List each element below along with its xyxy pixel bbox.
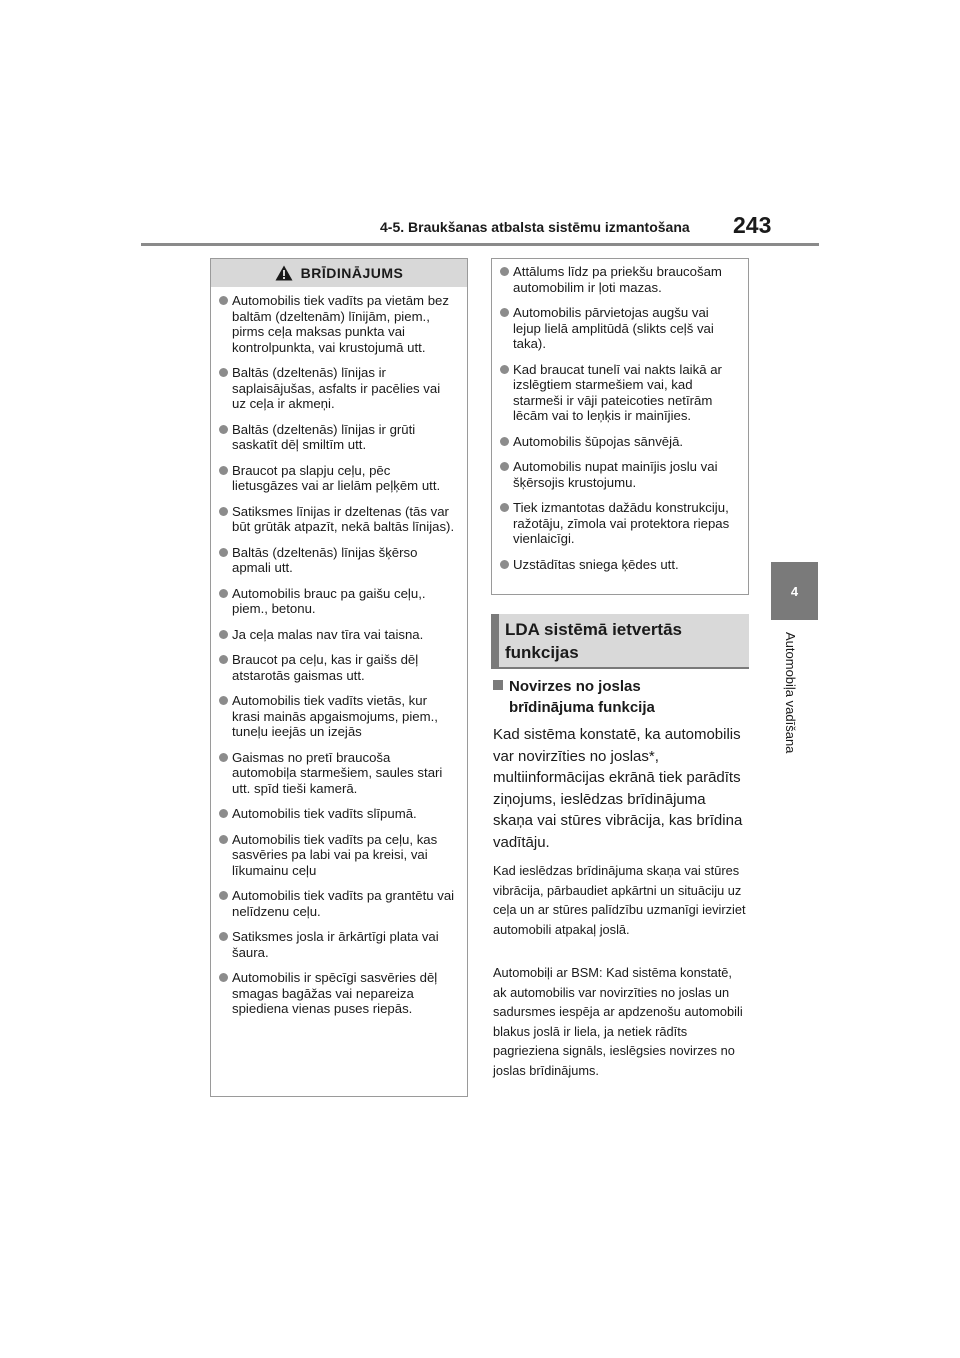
bullet-icon bbox=[219, 809, 228, 818]
bullet-icon bbox=[219, 548, 228, 557]
bullet-icon bbox=[219, 932, 228, 941]
page-number: 243 bbox=[733, 212, 772, 238]
chapter-tab[interactable] bbox=[771, 562, 818, 620]
lead-paragraph: Kad sistēma konstatē, ka automobilis var novirzīties no joslas*, multiinformācijas ekrānā tiek parādīts ziņojums, ieslēdzas brīdinājuma skaņa vai stūres vibrācija, kas brīdina vadītāju. bbox=[493, 726, 743, 851]
warning-box-continued bbox=[491, 258, 749, 595]
list-item: Automobilis nupat mainījis joslu vai šķērsojis krustojumu. bbox=[500, 459, 738, 490]
bullet-icon bbox=[219, 507, 228, 516]
sub-heading-line2: brīdinājuma funkcija bbox=[509, 699, 655, 716]
list-item: Automobilis tiek vadīts vietās, kur krasi mainās apgaismojums, piem., tuneļu ieejās un izejās bbox=[219, 693, 457, 740]
bullet-icon bbox=[500, 560, 509, 569]
list-item: Automobilis šūpojas sānvējā. bbox=[500, 434, 738, 450]
sub-heading bbox=[493, 676, 748, 718]
bullet-icon bbox=[500, 437, 509, 446]
list-item: Automobilis brauc pa gaišu ceļu,. piem., betonu. bbox=[219, 586, 457, 617]
square-bullet-icon bbox=[493, 680, 503, 690]
list-item: Gaismas no pretī braucoša automobiļa starmešiem, saules stari utt. spīd tieši kamerā. bbox=[219, 750, 457, 797]
list-item: Braucot pa slapju ceļu, pēc lietusgāzes vai ar lielām peļķēm utt. bbox=[219, 463, 457, 494]
list-item: Satiksmes josla ir ārkārtīgi plata vai šaura. bbox=[219, 929, 457, 960]
section-heading bbox=[491, 614, 749, 669]
warning-list-continued bbox=[492, 259, 748, 572]
bullet-icon bbox=[219, 368, 228, 377]
chapter-number: 4 bbox=[790, 583, 799, 599]
list-item: Attālums līdz pa priekšu braucošam automobilim ir ļoti mazas. bbox=[500, 264, 738, 295]
sub-heading-line1: Novirzes no joslas bbox=[509, 678, 641, 695]
bullet-icon bbox=[219, 296, 228, 305]
bullet-icon bbox=[500, 462, 509, 471]
section-heading-line2: funkcijas bbox=[505, 643, 579, 662]
list-item: Automobilis pārvietojas augšu vai lejup lielā amplitūdā (slikts ceļš vai taka). bbox=[500, 305, 738, 352]
warning-triangle-icon bbox=[275, 265, 293, 281]
list-item: Tiek izmantotas dažādu konstrukciju, ražotāju, zīmola vai protektora riepas vienlaicīgi. bbox=[500, 500, 738, 547]
bullet-icon bbox=[219, 655, 228, 664]
list-item: Automobilis tiek vadīts pa ceļu, kas sasvēries pa labi vai pa kreisi, vai līkumainu ceļu bbox=[219, 832, 457, 879]
bullet-icon bbox=[219, 466, 228, 475]
running-header-title: 4-5. Braukšanas atbalsta sistēmu izmantošana bbox=[380, 219, 690, 235]
warning-header bbox=[211, 259, 467, 287]
list-item: Satiksmes līnijas ir dzeltenas (tās var būt grūtāk atpazīt, nekā baltās līnijas). bbox=[219, 504, 457, 535]
list-item: Baltās (dzeltenās) līnijas ir grūti saskatīt dēļ smiltīm utt. bbox=[219, 422, 457, 453]
bullet-icon bbox=[219, 973, 228, 982]
section-heading-line1: LDA sistēmā ietvertās bbox=[505, 620, 683, 639]
bullet-icon bbox=[500, 365, 509, 374]
warning-title: BRĪDINĀJUMS bbox=[300, 265, 404, 281]
chapter-label: Automobiļa vadīšana bbox=[783, 632, 798, 754]
list-item: Automobilis tiek vadīts slīpumā. bbox=[219, 806, 457, 822]
list-item: Baltās (dzeltenās) līnijas ir saplaisājušas, asfalts ir pacēlies vai uz ceļa ir akmeņi. bbox=[219, 365, 457, 412]
list-item: Automobilis tiek vadīts pa vietām bez baltām (dzeltenām) līnijām, piem., pirms ceļa maksas punkta vai kontrolpunkta, vai krustojumā utt. bbox=[219, 293, 457, 355]
warning-box bbox=[210, 258, 468, 1097]
bullet-icon bbox=[219, 696, 228, 705]
list-item: Uzstādītas sniega ķēdes utt. bbox=[500, 557, 738, 573]
bullet-icon bbox=[500, 308, 509, 317]
bullet-icon bbox=[219, 753, 228, 762]
bullet-icon bbox=[219, 589, 228, 598]
body-paragraph-1: Kad ieslēdzas brīdinājuma skaņa vai stūres vibrācija, pārbaudiet apkārtni un situāciju uz ceļa un ar stūres palīdzību uzmanīgi ievirziet automobili atpakaļ joslā. bbox=[493, 863, 746, 937]
warning-list bbox=[211, 287, 467, 1017]
list-item: Automobilis ir spēcīgi sasvēries dēļ smagas bagāžas vai nepareiza spiediena vienas puses riepās. bbox=[219, 970, 457, 1017]
bullet-icon bbox=[219, 891, 228, 900]
bullet-icon bbox=[500, 267, 509, 276]
bullet-icon bbox=[219, 835, 228, 844]
bullet-icon bbox=[219, 425, 228, 434]
bullet-icon bbox=[500, 503, 509, 512]
list-item: Kad braucat tunelī vai nakts laikā ar izslēgtiem starmešiem vai, kad starmeši ir vāji pateicoties netīrām lēcām vai to leņķis ir mainījies. bbox=[500, 362, 738, 424]
bullet-icon bbox=[219, 630, 228, 639]
list-item: Ja ceļa malas nav tīra vai taisna. bbox=[219, 627, 457, 643]
list-item: Baltās (dzeltenās) līnijas šķērso apmali utt. bbox=[219, 545, 457, 576]
list-item: Automobilis tiek vadīts pa grantētu vai nelīdzenu ceļu. bbox=[219, 888, 457, 919]
body-paragraph-2: Automobiļi ar BSM: Kad sistēma konstatē, ak automobilis var novirzīties no joslas un sadursmes iespēja ar apdzenošu automobili blakus joslā ir liela, ja netiek rādīts pagrieziena signāls, ieslēgsies novirzes no joslas brīdinājums. bbox=[493, 965, 743, 1078]
list-item: Braucot pa ceļu, kas ir gaišs dēļ atstarotās gaismas utt. bbox=[219, 652, 457, 683]
header-divider bbox=[141, 243, 819, 246]
